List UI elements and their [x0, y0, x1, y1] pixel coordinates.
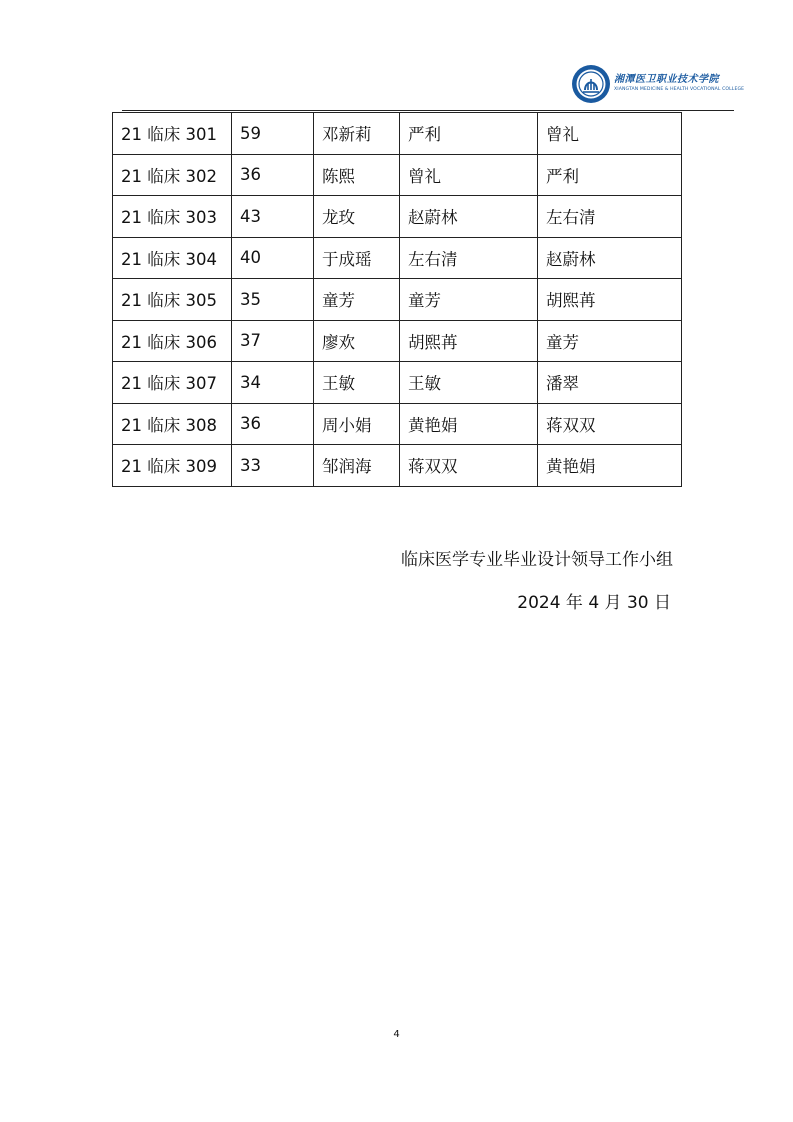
reviewer-cell: 胡熙苒	[538, 279, 682, 321]
class-cell: 21 临床 301	[113, 113, 232, 155]
table-row	[113, 445, 682, 487]
count-cell: 37	[232, 320, 314, 362]
reviewer-cell: 曾礼	[538, 113, 682, 155]
reviewer-cell: 蒋双双	[538, 403, 682, 445]
reviewer-cell: 童芳	[538, 320, 682, 362]
class-cell: 21 临床 303	[113, 196, 232, 238]
count-cell: 40	[232, 237, 314, 279]
table-row	[113, 154, 682, 196]
reviewer-cell: 严利	[538, 154, 682, 196]
graduation-design-table	[112, 112, 682, 487]
student-cell: 王敏	[314, 362, 400, 404]
student-cell: 龙玫	[314, 196, 400, 238]
reviewer-cell: 黄艳娟	[538, 445, 682, 487]
student-cell: 邓新莉	[314, 113, 400, 155]
header-rule	[122, 110, 734, 111]
signature-organization: 临床医学专业毕业设计领导工作小组	[401, 550, 673, 570]
class-cell: 21 临床 302	[113, 154, 232, 196]
class-cell: 21 临床 305	[113, 279, 232, 321]
count-cell: 36	[232, 154, 314, 196]
student-cell: 周小娟	[314, 403, 400, 445]
table-body	[113, 113, 682, 487]
count-cell: 34	[232, 362, 314, 404]
table-row	[113, 237, 682, 279]
student-cell: 于成瑶	[314, 237, 400, 279]
college-emblem-icon	[571, 64, 611, 104]
reviewer-cell: 赵蔚林	[538, 237, 682, 279]
count-cell: 59	[232, 113, 314, 155]
count-cell: 33	[232, 445, 314, 487]
advisor-cell: 胡熙苒	[400, 320, 538, 362]
college-logo	[571, 64, 745, 104]
count-cell: 36	[232, 403, 314, 445]
advisor-cell: 赵蔚林	[400, 196, 538, 238]
count-cell: 35	[232, 279, 314, 321]
class-cell: 21 临床 308	[113, 403, 232, 445]
college-english-name: XIANGTAN MEDICINE & HEALTH VOCATIONAL COLLEGE	[614, 87, 745, 92]
table-row	[113, 362, 682, 404]
student-cell: 邹润海	[314, 445, 400, 487]
advisor-cell: 曾礼	[400, 154, 538, 196]
advisor-cell: 左右清	[400, 237, 538, 279]
student-cell: 廖欢	[314, 320, 400, 362]
class-cell: 21 临床 309	[113, 445, 232, 487]
advisor-cell: 黄艳娟	[400, 403, 538, 445]
class-cell: 21 临床 307	[113, 362, 232, 404]
page-number: 4	[393, 1029, 400, 1040]
advisor-cell: 童芳	[400, 279, 538, 321]
table-row	[113, 320, 682, 362]
count-cell: 43	[232, 196, 314, 238]
class-cell: 21 临床 306	[113, 320, 232, 362]
table-row	[113, 403, 682, 445]
table-row	[113, 196, 682, 238]
reviewer-cell: 潘翠	[538, 362, 682, 404]
college-name: 湘潭医卫职业技术学院	[614, 74, 719, 85]
advisor-cell: 蒋双双	[400, 445, 538, 487]
advisor-cell: 严利	[400, 113, 538, 155]
advisor-cell: 王敏	[400, 362, 538, 404]
signature-date: 2024 年 4 月 30 日	[517, 593, 671, 613]
student-cell: 童芳	[314, 279, 400, 321]
table-row	[113, 113, 682, 155]
table-row	[113, 279, 682, 321]
student-cell: 陈熙	[314, 154, 400, 196]
reviewer-cell: 左右清	[538, 196, 682, 238]
class-cell: 21 临床 304	[113, 237, 232, 279]
